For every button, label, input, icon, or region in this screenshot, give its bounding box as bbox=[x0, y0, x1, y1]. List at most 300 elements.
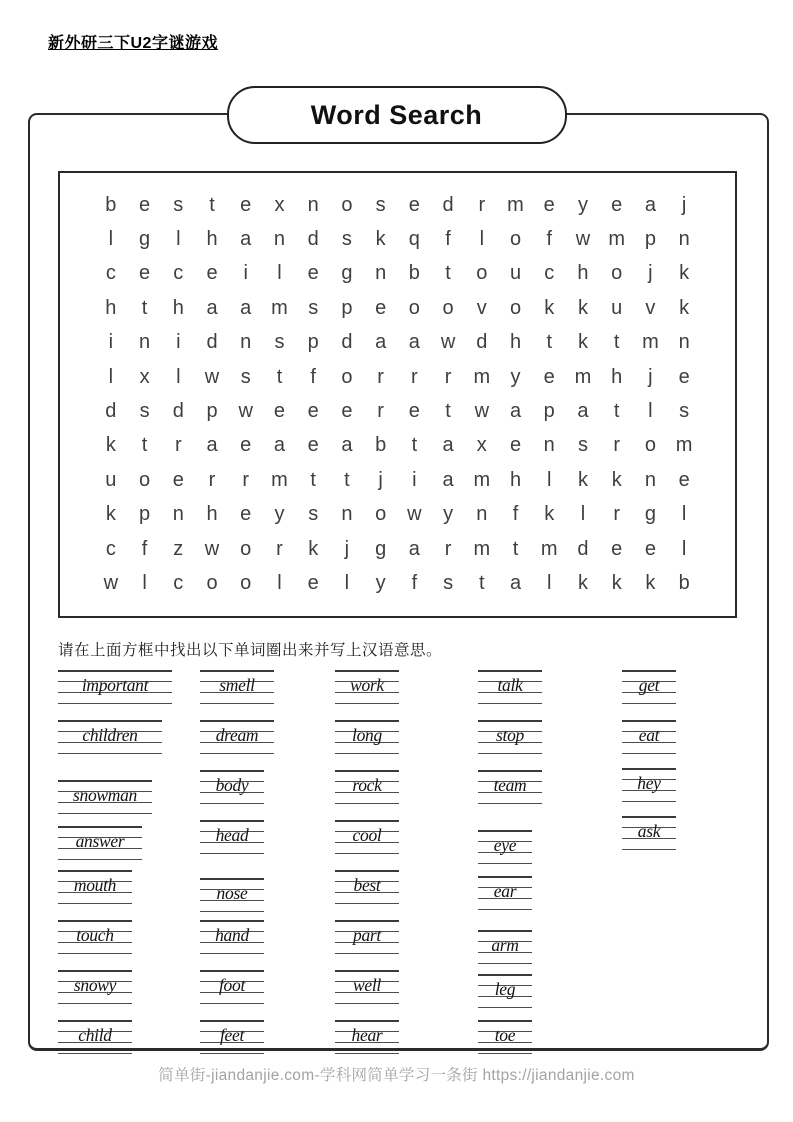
grid-letter: u bbox=[509, 262, 522, 285]
word-writing-lines bbox=[200, 878, 264, 912]
grid-letter: t bbox=[546, 331, 553, 354]
grid-letter: l bbox=[344, 571, 350, 594]
grid-letter: s bbox=[577, 434, 588, 457]
word-writing-lines bbox=[58, 970, 132, 1004]
grid-letter: h bbox=[509, 331, 522, 354]
grid-letter: s bbox=[679, 400, 690, 423]
word-label: ear bbox=[493, 880, 517, 901]
word-label: well bbox=[353, 974, 381, 995]
grid-letter: a bbox=[206, 434, 218, 457]
grid-letter: e bbox=[139, 193, 151, 216]
grid-letter: m bbox=[271, 468, 288, 491]
word-label: talk bbox=[497, 674, 523, 695]
grid-letter: n bbox=[307, 193, 319, 216]
word-writing-lines bbox=[200, 920, 264, 954]
grid-letter: m bbox=[473, 468, 491, 491]
word-cell bbox=[58, 866, 200, 916]
word-cell bbox=[335, 816, 478, 866]
grid-letter: s bbox=[308, 503, 319, 526]
grid-letter: t bbox=[613, 331, 620, 354]
grid-letter: a bbox=[240, 296, 252, 319]
grid-letter: x bbox=[139, 365, 150, 388]
word-writing-lines bbox=[335, 970, 399, 1004]
word-writing-lines bbox=[478, 876, 532, 910]
word-cell bbox=[200, 1016, 335, 1066]
grid-letter: n bbox=[273, 228, 286, 251]
grid-letter: m bbox=[675, 434, 693, 457]
grid-letter: s bbox=[341, 228, 352, 251]
grid-letter: o bbox=[509, 296, 522, 319]
grid-letter: l bbox=[479, 228, 485, 251]
grid-letter: r bbox=[411, 365, 418, 388]
grid-letter: g bbox=[139, 228, 151, 251]
word-cell bbox=[622, 766, 748, 816]
word-writing-lines bbox=[58, 1020, 132, 1054]
grid-letter: e bbox=[509, 434, 522, 457]
word-writing-lines bbox=[622, 720, 676, 754]
word-label: long bbox=[352, 724, 382, 745]
word-writing-lines bbox=[200, 1020, 264, 1054]
grid-letter: d bbox=[577, 537, 589, 560]
grid-letter: s bbox=[375, 193, 386, 216]
word-writing-lines bbox=[200, 670, 274, 704]
grid-letter: m bbox=[608, 228, 626, 251]
grid-letter: w bbox=[204, 365, 220, 388]
grid-letter: a bbox=[408, 537, 420, 560]
grid-letter: d bbox=[206, 331, 218, 354]
grid-letter: o bbox=[644, 434, 656, 457]
grid-letter: n bbox=[172, 503, 184, 526]
grid-letter: n bbox=[240, 331, 252, 354]
word-label: snowy bbox=[73, 974, 117, 995]
grid-letter: m bbox=[574, 365, 592, 388]
word-writing-lines bbox=[622, 816, 676, 850]
word-cell bbox=[58, 816, 200, 866]
grid-letter: k bbox=[308, 537, 319, 560]
word-writing-lines bbox=[622, 670, 676, 704]
grid-letter: l bbox=[108, 228, 114, 251]
grid-letter: o bbox=[442, 296, 454, 319]
word-writing-lines bbox=[478, 930, 532, 964]
grid-letter: k bbox=[679, 262, 690, 285]
grid-letter: e bbox=[543, 365, 555, 388]
grid-letter: a bbox=[341, 434, 353, 457]
word-label: nose bbox=[216, 882, 248, 903]
word-cell bbox=[622, 716, 748, 766]
word-label: ask bbox=[637, 820, 661, 841]
grid-letter: w bbox=[103, 571, 119, 594]
grid-letter: k bbox=[611, 468, 622, 491]
word-writing-lines bbox=[335, 720, 399, 754]
grid-letter: x bbox=[274, 193, 285, 216]
grid-letter: o bbox=[341, 193, 353, 216]
grid-letter: r bbox=[276, 537, 283, 560]
grid-letter: m bbox=[642, 331, 659, 354]
letter-grid bbox=[60, 173, 735, 615]
word-label: get bbox=[638, 674, 660, 695]
word-cell bbox=[335, 666, 478, 716]
grid-letter: n bbox=[644, 468, 656, 491]
grid-letter: a bbox=[509, 400, 522, 423]
grid-letter: r bbox=[613, 503, 621, 526]
grid-letter: l bbox=[176, 228, 181, 251]
word-cell bbox=[58, 1016, 200, 1066]
grid-letter: s bbox=[240, 365, 251, 388]
word-writing-lines bbox=[200, 820, 264, 854]
grid-letter: m bbox=[473, 365, 491, 388]
grid-letter: f bbox=[546, 228, 553, 251]
word-cell bbox=[200, 716, 335, 766]
grid-letter: l bbox=[681, 537, 687, 560]
grid-letter: a bbox=[206, 296, 218, 319]
grid-letter: f bbox=[445, 228, 451, 251]
grid-letter: p bbox=[543, 400, 555, 423]
word-cell bbox=[622, 866, 748, 916]
grid-letter: d bbox=[307, 228, 319, 251]
word-label: foot bbox=[218, 974, 246, 995]
word-cell bbox=[58, 766, 200, 816]
word-cell bbox=[478, 966, 622, 1016]
grid-letter: y bbox=[577, 193, 588, 216]
word-writing-lines bbox=[478, 720, 542, 754]
grid-letter: b bbox=[678, 571, 690, 594]
grid-letter: t bbox=[141, 296, 148, 319]
grid-letter: l bbox=[108, 365, 114, 388]
grid-letter: m bbox=[540, 537, 558, 560]
word-cell bbox=[622, 666, 748, 716]
grid-letter: k bbox=[577, 331, 588, 354]
word-cell bbox=[335, 716, 478, 766]
grid-letter: g bbox=[375, 537, 387, 560]
grid-letter: d bbox=[476, 331, 488, 354]
word-writing-lines bbox=[478, 770, 542, 804]
grid-letter: i bbox=[412, 468, 417, 491]
puzzle-title-pill bbox=[227, 86, 567, 144]
word-label: eat bbox=[638, 724, 660, 745]
word-writing-lines bbox=[478, 1020, 532, 1054]
grid-letter: b bbox=[105, 193, 117, 216]
word-cell bbox=[478, 666, 622, 716]
grid-letter: n bbox=[543, 434, 555, 457]
word-cell bbox=[200, 866, 335, 916]
grid-letter: k bbox=[611, 571, 622, 594]
grid-letter: p bbox=[206, 400, 218, 423]
word-writing-lines bbox=[335, 920, 399, 954]
word-list bbox=[58, 666, 748, 1066]
grid-letter: k bbox=[577, 296, 588, 319]
grid-letter: p bbox=[644, 228, 656, 251]
word-writing-lines bbox=[200, 970, 264, 1004]
word-label: snowman bbox=[72, 784, 138, 805]
grid-letter: g bbox=[644, 503, 656, 526]
word-label: stop bbox=[496, 724, 524, 745]
word-writing-lines bbox=[58, 920, 132, 954]
word-writing-lines bbox=[622, 768, 676, 802]
grid-letter: e bbox=[341, 400, 353, 423]
word-label: answer bbox=[75, 830, 125, 851]
grid-letter: t bbox=[141, 434, 148, 457]
grid-letter: s bbox=[308, 296, 319, 319]
word-label: touch bbox=[76, 924, 114, 945]
word-cell bbox=[58, 966, 200, 1016]
grid-letter: e bbox=[678, 365, 690, 388]
word-search-grid-box bbox=[58, 171, 737, 618]
word-cell bbox=[478, 816, 622, 866]
word-writing-lines bbox=[58, 720, 162, 754]
grid-letter: o bbox=[341, 365, 353, 388]
grid-letter: c bbox=[105, 537, 116, 560]
grid-letter: l bbox=[580, 503, 586, 526]
grid-letter: r bbox=[478, 193, 486, 216]
grid-letter: i bbox=[243, 262, 248, 285]
grid-letter: y bbox=[274, 503, 285, 526]
grid-letter: r bbox=[242, 468, 250, 491]
grid-letter: f bbox=[411, 571, 418, 594]
grid-letter: j bbox=[378, 468, 383, 491]
grid-letter: j bbox=[344, 537, 350, 560]
grid-letter: v bbox=[645, 296, 656, 319]
grid-letter: l bbox=[648, 400, 653, 423]
grid-letter: l bbox=[547, 571, 552, 594]
word-label: work bbox=[350, 674, 384, 695]
word-label: important bbox=[81, 674, 149, 695]
grid-letter: h bbox=[206, 503, 218, 526]
grid-letter: j bbox=[681, 193, 687, 216]
word-cell bbox=[58, 666, 200, 716]
grid-letter: j bbox=[648, 365, 653, 388]
grid-letter: e bbox=[375, 296, 387, 319]
word-label: arm bbox=[491, 934, 519, 955]
grid-letter: a bbox=[442, 468, 454, 491]
grid-letter: n bbox=[139, 331, 151, 354]
word-label: cool bbox=[352, 824, 382, 845]
grid-letter: t bbox=[276, 365, 283, 388]
word-cell bbox=[200, 916, 335, 966]
grid-letter: r bbox=[613, 434, 621, 457]
grid-letter: h bbox=[105, 296, 117, 319]
word-cell bbox=[622, 1016, 748, 1066]
word-label: hey bbox=[637, 772, 661, 793]
word-cell bbox=[335, 1016, 478, 1066]
grid-letter: e bbox=[206, 262, 218, 285]
grid-letter: o bbox=[611, 262, 623, 285]
grid-letter: e bbox=[139, 262, 151, 285]
grid-letter: o bbox=[240, 571, 252, 594]
word-cell bbox=[622, 816, 748, 866]
grid-letter: t bbox=[445, 262, 451, 285]
word-cell bbox=[478, 1016, 622, 1066]
grid-letter: w bbox=[440, 331, 456, 354]
grid-letter: w bbox=[238, 400, 253, 423]
grid-letter: v bbox=[476, 296, 487, 319]
grid-letter: w bbox=[204, 537, 220, 560]
word-writing-lines bbox=[335, 870, 399, 904]
grid-letter: e bbox=[678, 468, 690, 491]
word-cell bbox=[200, 966, 335, 1016]
grid-letter: h bbox=[611, 365, 623, 388]
grid-letter: y bbox=[375, 571, 386, 594]
grid-letter: s bbox=[173, 193, 184, 216]
word-cell bbox=[335, 966, 478, 1016]
grid-letter: a bbox=[408, 331, 420, 354]
word-label: hand bbox=[215, 924, 249, 945]
grid-letter: t bbox=[344, 468, 350, 491]
grid-letter: l bbox=[277, 262, 282, 285]
word-writing-lines bbox=[478, 670, 542, 704]
grid-letter: a bbox=[644, 193, 656, 216]
grid-letter: d bbox=[442, 193, 454, 216]
word-cell bbox=[478, 766, 622, 816]
word-label: toe bbox=[494, 1024, 516, 1045]
grid-letter: k bbox=[577, 571, 588, 594]
grid-letter: w bbox=[575, 228, 591, 251]
word-writing-lines bbox=[200, 720, 274, 754]
grid-letter: i bbox=[108, 331, 114, 354]
grid-letter: o bbox=[408, 296, 420, 319]
grid-letter: q bbox=[408, 228, 420, 251]
grid-letter: n bbox=[476, 503, 488, 526]
word-cell bbox=[478, 916, 622, 966]
word-cell bbox=[478, 866, 622, 916]
grid-letter: o bbox=[139, 468, 151, 491]
grid-letter: n bbox=[375, 262, 387, 285]
grid-letter: l bbox=[176, 365, 181, 388]
grid-letter: p bbox=[341, 296, 353, 319]
grid-letter: o bbox=[509, 228, 522, 251]
word-label: smell bbox=[219, 674, 255, 695]
grid-letter: e bbox=[273, 400, 286, 423]
grid-letter: e bbox=[408, 400, 420, 423]
word-cell bbox=[622, 916, 748, 966]
word-writing-lines bbox=[478, 974, 532, 1008]
grid-letter: h bbox=[577, 262, 589, 285]
word-label: body bbox=[215, 774, 249, 795]
grid-letter: t bbox=[310, 468, 316, 491]
grid-letter: l bbox=[277, 571, 282, 594]
grid-letter: e bbox=[543, 193, 555, 216]
grid-letter: n bbox=[678, 331, 690, 354]
word-label: best bbox=[353, 874, 381, 895]
grid-letter: f bbox=[512, 503, 519, 526]
grid-letter: w bbox=[474, 400, 490, 423]
word-cell bbox=[58, 716, 200, 766]
grid-letter: e bbox=[307, 571, 319, 594]
grid-letter: e bbox=[307, 262, 319, 285]
grid-letter: m bbox=[271, 296, 288, 319]
grid-letter: r bbox=[174, 434, 182, 457]
grid-letter: y bbox=[443, 503, 454, 526]
grid-letter: k bbox=[544, 503, 555, 526]
grid-letter: p bbox=[139, 503, 151, 526]
grid-letter: c bbox=[105, 262, 116, 285]
grid-letter: r bbox=[377, 400, 384, 423]
grid-letter: f bbox=[141, 537, 148, 560]
puzzle-title: Word Search bbox=[310, 99, 483, 130]
word-writing-lines bbox=[335, 770, 399, 804]
grid-letter: k bbox=[577, 468, 588, 491]
grid-letter: t bbox=[411, 434, 418, 457]
grid-letter: l bbox=[142, 571, 147, 594]
grid-letter: a bbox=[273, 434, 286, 457]
grid-letter: p bbox=[307, 331, 319, 354]
grid-letter: k bbox=[375, 228, 386, 251]
grid-letter: d bbox=[341, 331, 353, 354]
grid-letter: c bbox=[544, 262, 555, 285]
grid-letter: o bbox=[206, 571, 218, 594]
grid-letter: r bbox=[444, 537, 452, 560]
word-cell bbox=[335, 766, 478, 816]
grid-letter: t bbox=[209, 193, 215, 216]
grid-letter: t bbox=[445, 400, 451, 423]
word-writing-lines bbox=[200, 770, 264, 804]
grid-letter: z bbox=[173, 537, 184, 560]
word-writing-lines bbox=[58, 870, 132, 904]
grid-letter: k bbox=[544, 296, 555, 319]
grid-letter: s bbox=[139, 400, 150, 423]
instruction-text: 请在上面方框中找出以下单词圈出来并写上汉语意思。 bbox=[58, 642, 443, 659]
grid-letter: k bbox=[679, 296, 690, 319]
word-label: eye bbox=[493, 834, 517, 855]
grid-letter: c bbox=[173, 571, 184, 594]
grid-letter: o bbox=[375, 503, 387, 526]
word-label: rock bbox=[352, 774, 382, 795]
word-label: leg bbox=[494, 978, 516, 999]
word-writing-lines bbox=[58, 670, 172, 704]
grid-letter: a bbox=[375, 331, 387, 354]
word-label: children bbox=[82, 724, 138, 745]
word-cell bbox=[335, 866, 478, 916]
grid-letter: l bbox=[681, 503, 687, 526]
grid-letter: e bbox=[172, 468, 184, 491]
word-label: mouth bbox=[73, 874, 117, 895]
grid-letter: e bbox=[240, 193, 252, 216]
grid-letter: a bbox=[577, 400, 589, 423]
word-label: dream bbox=[215, 724, 259, 745]
word-cell bbox=[200, 766, 335, 816]
grid-letter: n bbox=[341, 503, 353, 526]
word-label: part bbox=[353, 924, 381, 945]
grid-letter: u bbox=[105, 468, 117, 491]
grid-letter: r bbox=[208, 468, 216, 491]
word-cell bbox=[200, 816, 335, 866]
grid-letter: s bbox=[443, 571, 454, 594]
grid-letter: r bbox=[377, 365, 384, 388]
grid-letter: w bbox=[407, 503, 422, 526]
grid-letter: m bbox=[473, 537, 491, 560]
grid-letter: h bbox=[206, 228, 218, 251]
grid-letter: d bbox=[105, 400, 117, 423]
grid-letter: e bbox=[240, 503, 252, 526]
grid-letter: e bbox=[611, 193, 623, 216]
grid-letter: g bbox=[341, 262, 353, 285]
word-label: hear bbox=[351, 1024, 383, 1045]
word-cell bbox=[335, 916, 478, 966]
grid-letter: e bbox=[611, 537, 623, 560]
word-writing-lines bbox=[478, 830, 532, 864]
grid-letter: e bbox=[408, 193, 420, 216]
grid-letter: h bbox=[172, 296, 184, 319]
footer-credit: 简单街-jiandanjie.com-学科网简单学习一条街 https://jiandanjie.com bbox=[158, 1067, 635, 1084]
grid-letter: j bbox=[648, 262, 653, 285]
word-label: child bbox=[78, 1024, 112, 1045]
grid-letter: k bbox=[105, 503, 116, 526]
word-writing-lines bbox=[58, 826, 142, 860]
grid-letter: k bbox=[105, 434, 116, 457]
grid-letter: u bbox=[611, 296, 623, 319]
word-cell bbox=[478, 716, 622, 766]
grid-letter: o bbox=[476, 262, 488, 285]
grid-letter: t bbox=[613, 400, 620, 423]
